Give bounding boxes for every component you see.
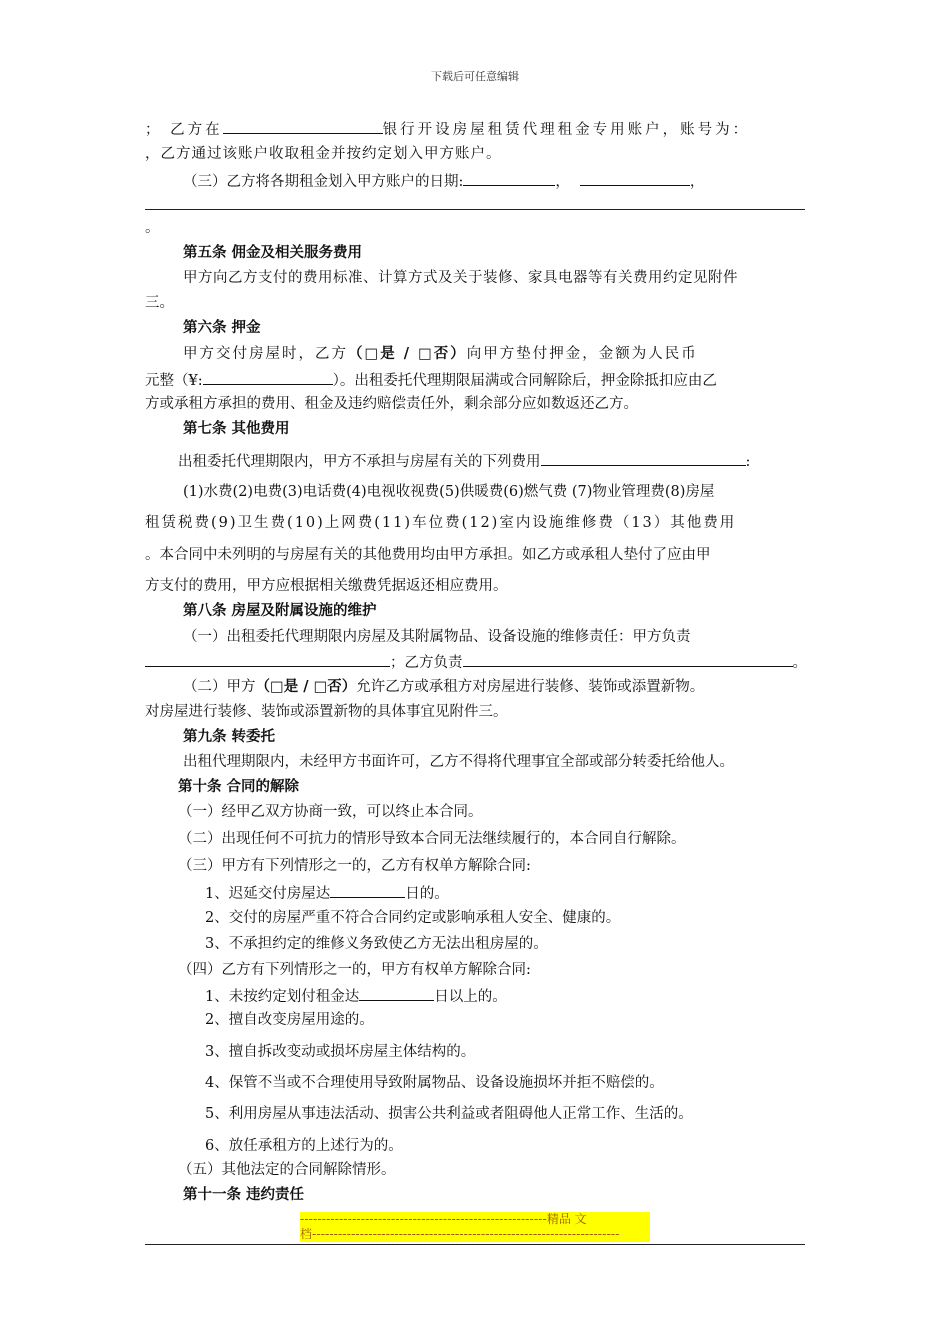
article-9-text: 出租代理期限内，未经甲方书面许可，乙方不得将代理事宜全部或部分转委托给他人。: [183, 754, 734, 770]
article-8-text: [183, 677, 704, 697]
article-8-title: 第八条 房屋及附属设施的维护: [183, 602, 377, 619]
article-9-title: 第九条 转委托: [183, 728, 276, 745]
party-a-blank: [145, 651, 390, 667]
text: ；乙方负责: [390, 655, 463, 671]
article-10-item: （四）乙方有下列情形之一的，甲方有权单方解除合同:: [178, 962, 531, 978]
checkbox-options: （□是 / □否）: [348, 345, 467, 362]
text: ，: [555, 174, 570, 190]
bank-blank: [223, 118, 383, 134]
days-blank: [330, 882, 405, 898]
article-10-item: （二）出现任何不可抗力的情形导致本合同无法继续履行的，本合同自行解除。: [178, 831, 686, 847]
article-7-text: 租赁税费(9)卫生费(10)上网费(11)车位费(12)室内设施维修费（13）其他费用: [145, 515, 737, 531]
account-line: [145, 118, 750, 140]
article-5-text: 三。: [145, 295, 174, 311]
transfer-date-line: [183, 170, 704, 192]
date-blank-2: [580, 170, 690, 186]
account-line-2: ，乙方通过该账户收取租金并按约定划入甲方账户。: [145, 146, 502, 162]
watermark-stamp-line-2: 档-----------------------------------------------------------------------: [300, 1227, 650, 1242]
text: 日以上的。: [434, 989, 507, 1005]
text: :: [745, 454, 751, 470]
article-10-subitem: 2、擅自改变房屋用途的。: [205, 1012, 374, 1028]
text: 。: [792, 655, 807, 671]
article-5-title: 第五条 佣金及相关服务费用: [183, 244, 363, 261]
period-mark: 。: [145, 220, 160, 236]
article-10-subitem: 3、不承担约定的维修义务致使乙方无法出租房屋的。: [205, 936, 548, 952]
article-8-text: 对房屋进行装修、装饰或添置新物的具体事宜见附件三。: [145, 704, 508, 720]
date-blank-1: [463, 170, 555, 186]
article-6-title: 第六条 押金: [183, 319, 261, 336]
article-10-subitem: 3、擅自拆改变动或损坏房屋主体结构的。: [205, 1044, 476, 1060]
article-10-subitem: 2、交付的房屋严重不符合合同约定或影响承租人安全、健康的。: [205, 910, 621, 926]
deposit-blank: [203, 369, 333, 385]
article-7-text: 。本合同中未列明的与房屋有关的其他费用均由甲方承担。如乙方或承租人垫付了应由甲: [145, 547, 711, 563]
article-10-subitem: 6、放任承租方的上述行为的。: [205, 1138, 403, 1154]
text: 甲方交付房屋时，乙方: [183, 346, 348, 362]
days-blank: [359, 985, 434, 1001]
article-10-subitem: 4、保管不当或不合理使用导致附属物品、设备设施损坏并拒不赔偿的。: [205, 1075, 664, 1091]
footer-divider: [145, 1244, 805, 1245]
text: 银行开设房屋租赁代理租金专用账户，账号为：: [382, 122, 751, 138]
text: 允许乙方或承租方对房屋进行装修、装饰或添置新物。: [356, 679, 705, 695]
text: 日的。: [405, 886, 449, 902]
text: ，: [689, 174, 705, 190]
checkbox-options: （□是 / □否）: [255, 678, 357, 695]
article-7-title: 第七条 其他费用: [183, 420, 290, 437]
divider-line: [145, 209, 805, 210]
article-5-text: 甲方向乙方支付的费用标准、计算方式及关于装修、家具电器等有关费用约定见附件: [183, 270, 738, 286]
article-6-text: [145, 369, 717, 391]
fees-blank: [541, 450, 746, 466]
article-7-text: (1)水费(2)电费(3)电话费(4)电视收视费(5)供暖费(6)燃气费 (7)物业管理费(8)房屋: [183, 484, 715, 500]
text: （二）甲方: [183, 679, 256, 695]
text: 1、未按约定划付租金达: [205, 989, 360, 1005]
article-10-item: （一）经甲乙双方协商一致，可以终止本合同。: [178, 804, 483, 820]
article-10-title: 第十条 合同的解除: [178, 778, 300, 795]
article-10-subitem: 5、利用房屋从事违法活动、损害公共利益或者阻碍他人正常工作、生活的。: [205, 1106, 693, 1122]
text: ； 乙方在: [145, 122, 223, 138]
article-11-title: 第十一条 违约责任: [183, 1186, 305, 1203]
text: （三）乙方将各期租金划入甲方账户的日期:: [183, 174, 464, 190]
article-10-item: （三）甲方有下列情形之一的，乙方有权单方解除合同:: [178, 858, 531, 874]
article-8-text: （一）出租委托代理期限内房屋及其附属物品、设备设施的维修责任：甲方负责: [183, 629, 691, 645]
text: 向甲方垫付押金，金额为人民币: [466, 346, 698, 362]
watermark-stamp-line-1: ---------------------------------------------------------精品 文: [300, 1212, 650, 1227]
page-header: 下载后可任意编辑: [431, 70, 519, 83]
article-6-text: 方或承租方承担的费用、租金及违约赔偿责任外，剩余部分应如数返还乙方。: [145, 396, 638, 412]
article-10-subitem: [205, 985, 507, 1007]
article-7-text: [178, 450, 750, 472]
party-b-blank: [463, 651, 793, 667]
article-8-text: [145, 651, 807, 673]
text: ）。出租委托代理期限届满或合同解除后，押金除抵扣应由乙: [332, 373, 717, 389]
article-10-item: （五）其他法定的合同解除情形。: [178, 1162, 396, 1178]
text: 元整（¥:: [145, 373, 203, 389]
article-7-text: 方支付的费用，甲方应根据相关缴费凭据返还相应费用。: [145, 578, 508, 594]
article-10-subitem: [205, 882, 449, 904]
text: 1、迟延交付房屋达: [205, 886, 331, 902]
text: 出租委托代理期限内，甲方不承担与房屋有关的下列费用: [178, 454, 541, 470]
article-6-text: [183, 344, 698, 364]
